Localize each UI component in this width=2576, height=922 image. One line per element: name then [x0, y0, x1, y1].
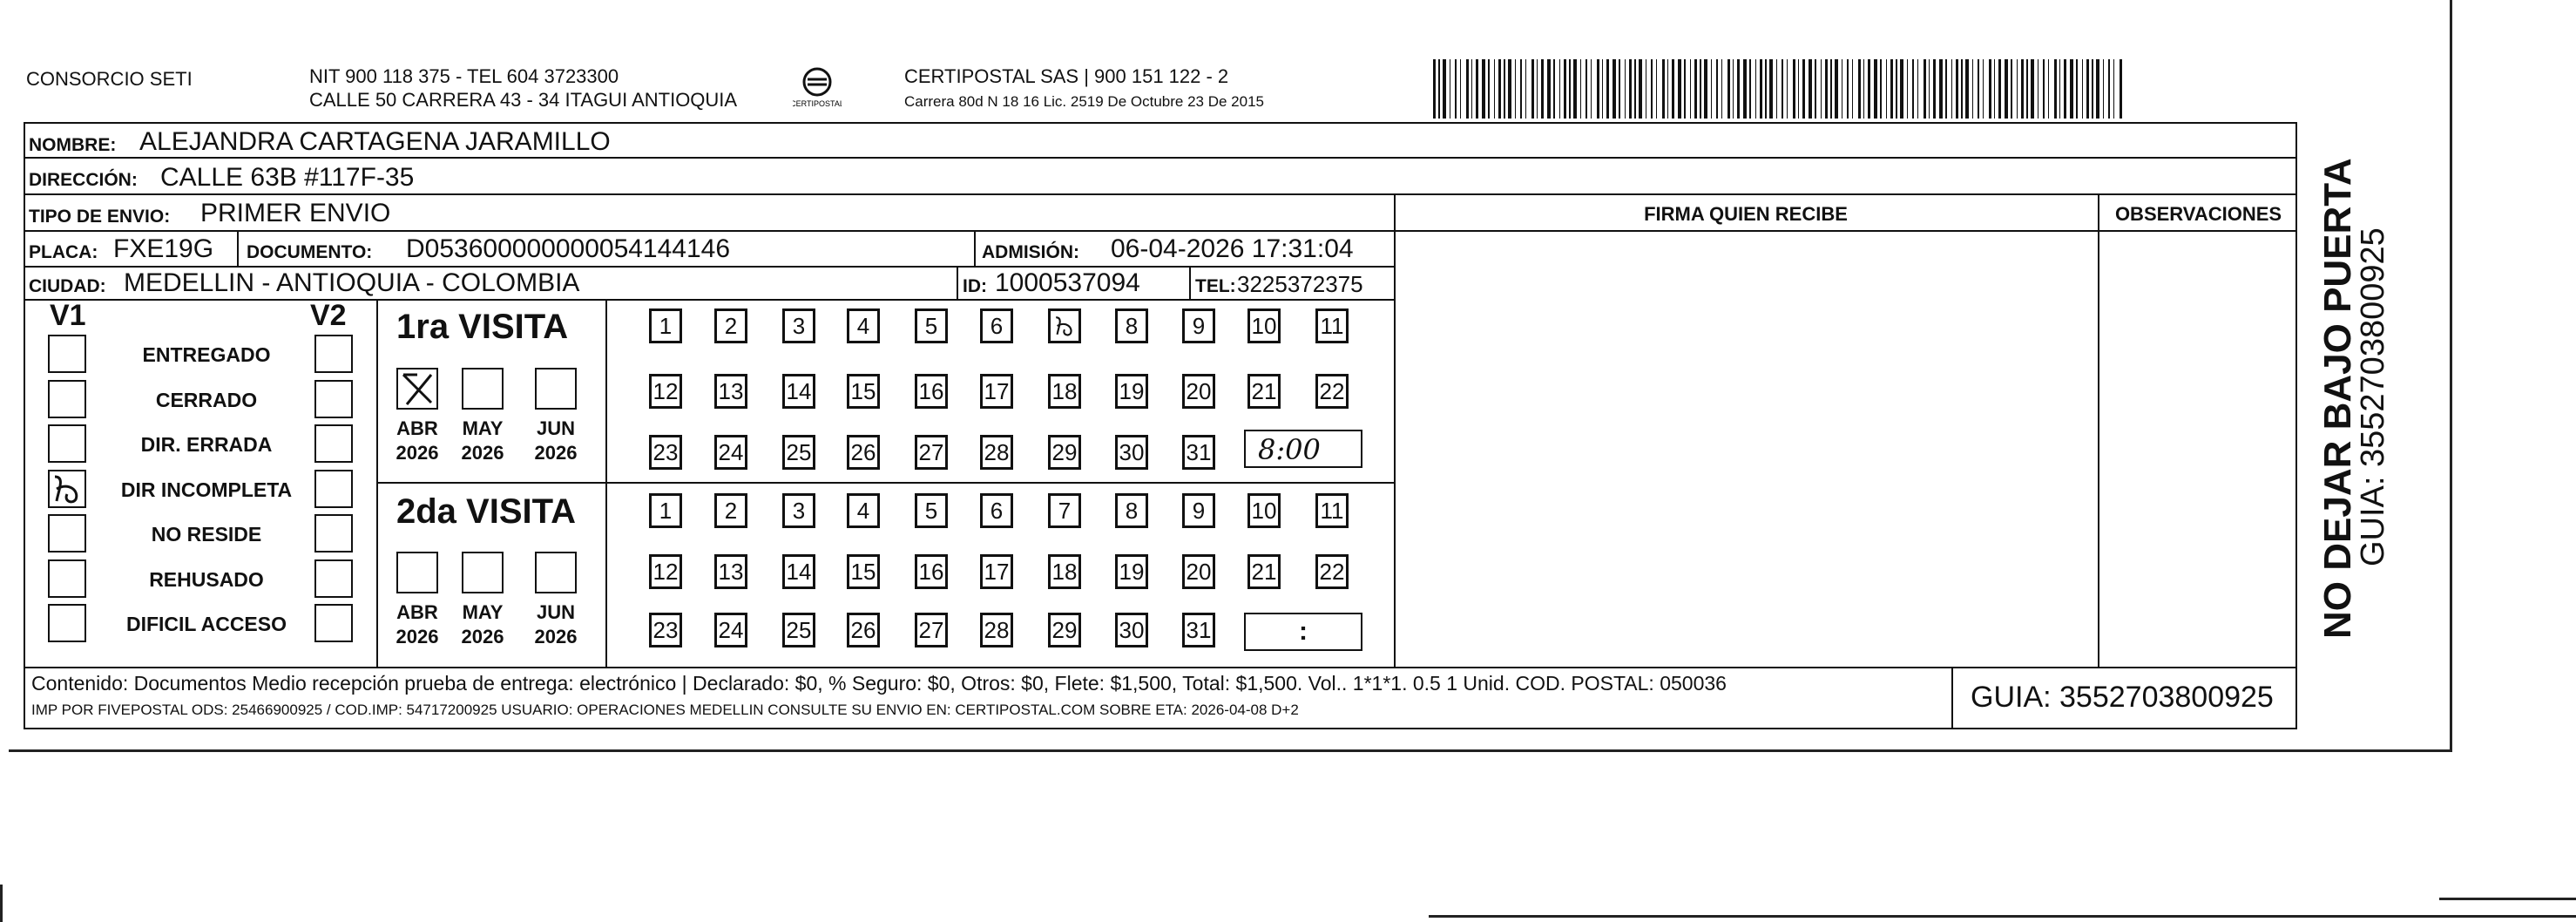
year-label: 2026	[396, 442, 439, 464]
scan-mark	[2439, 898, 2576, 900]
month-checkbox[interactable]	[396, 368, 438, 410]
observaciones-header: OBSERVACIONES	[2114, 203, 2282, 225]
placa-label: PLACA:	[29, 242, 98, 262]
day-box[interactable]: 12	[649, 374, 682, 409]
visit-2-time: :	[1299, 617, 1308, 646]
day-box[interactable]: 28	[980, 435, 1013, 470]
year-label: 2026	[461, 442, 504, 464]
v2-label: V2	[310, 299, 347, 332]
reason-label: DIR INCOMPLETA	[120, 478, 293, 501]
day-box[interactable]: 31	[1182, 435, 1215, 470]
v1-checkbox[interactable]	[48, 380, 86, 418]
day-box[interactable]: 20	[1182, 374, 1215, 409]
day-box[interactable]: 3	[782, 308, 815, 343]
day-box[interactable]: 19	[1115, 374, 1148, 409]
day-box[interactable]: 4	[847, 308, 880, 343]
day-box[interactable]: 13	[714, 554, 747, 589]
v2-checkbox[interactable]	[314, 424, 353, 463]
documento-value: D053600000000054144146	[406, 234, 731, 263]
year-label: 2026	[534, 442, 578, 464]
day-box[interactable]: 17	[980, 374, 1013, 409]
day-box[interactable]: 30	[1115, 613, 1148, 647]
logo-label: CERTIPOSTAL	[793, 99, 842, 108]
company-address: CALLE 50 CARRERA 43 - 34 ITAGUI ANTIOQUIA	[309, 89, 738, 111]
day-box[interactable]: 27	[915, 613, 948, 647]
day-box[interactable]: 29	[1048, 435, 1081, 470]
v1-checkbox[interactable]	[48, 470, 86, 508]
v1-checkbox[interactable]	[48, 424, 86, 463]
day-box[interactable]: 14	[782, 374, 815, 409]
admision-label: ADMISIÓN:	[982, 242, 1079, 262]
day-box[interactable]: 15	[847, 554, 880, 589]
id-label: ID:	[963, 276, 987, 296]
visit-2-title: 2da VISITA	[396, 492, 576, 531]
v2-checkbox[interactable]	[314, 604, 353, 642]
footer-line-1: Contenido: Documentos Medio recepción prueba de entrega: electrónico | Declarado: $0, % Seguro: $0, Otros: $0, Flete: $1,500, Total: $1,500. Vol.. 1*1*1. 0.5 1 Unid. COD. POSTAL: 050036	[31, 672, 1727, 695]
year-label: 2026	[396, 626, 439, 647]
day-box[interactable]: 2	[714, 308, 747, 343]
day-box[interactable]: 6	[980, 308, 1013, 343]
id-value: 1000537094	[995, 268, 1140, 297]
month-checkbox[interactable]	[535, 552, 577, 593]
month-label: ABR	[396, 601, 438, 623]
day-box[interactable]: 11	[1315, 308, 1349, 343]
day-box[interactable]: 6	[980, 493, 1013, 528]
reason-label: ENTREGADO	[142, 343, 271, 366]
day-box[interactable]: 1	[649, 308, 682, 343]
nombre-value: ALEJANDRA CARTAGENA JARAMILLO	[139, 127, 611, 156]
month-label: MAY	[462, 417, 504, 439]
year-label: 2026	[534, 626, 578, 647]
day-box[interactable]: 18	[1048, 374, 1081, 409]
v1-checkbox[interactable]	[48, 514, 86, 553]
day-box[interactable]: 21	[1247, 374, 1281, 409]
reason-label: CERRADO	[155, 388, 258, 411]
day-box[interactable]: 2	[714, 493, 747, 528]
day-box[interactable]: 10	[1247, 493, 1281, 528]
v2-checkbox[interactable]	[314, 559, 353, 598]
visit-1-time-box	[1244, 430, 1362, 468]
day-box[interactable]: 16	[915, 554, 948, 589]
day-box[interactable]: 4	[847, 493, 880, 528]
day-box[interactable]: 29	[1048, 613, 1081, 647]
v1-label: V1	[50, 299, 86, 332]
day-box[interactable]: 22	[1315, 374, 1349, 409]
company-nit: NIT 900 118 375 - TEL 604 3723300	[309, 65, 619, 87]
day-box[interactable]: 22	[1315, 554, 1349, 589]
visit-2-time-box	[1244, 613, 1362, 651]
ciudad-label: CIUDAD:	[29, 276, 106, 296]
day-box[interactable]	[1048, 308, 1081, 343]
documento-label: DOCUMENTO:	[247, 242, 373, 262]
day-box[interactable]: 3	[782, 493, 815, 528]
v2-checkbox[interactable]	[314, 470, 353, 508]
page-edge-right	[2450, 0, 2452, 751]
company-name: CONSORCIO SETI	[26, 68, 193, 90]
day-box[interactable]: 16	[915, 374, 948, 409]
certipostal-line: CERTIPOSTAL SAS | 900 151 122 - 2	[904, 65, 1229, 87]
page-edge-bottom	[9, 749, 2452, 752]
placa-value: FXE19G	[113, 234, 214, 263]
day-box[interactable]: 14	[782, 554, 815, 589]
day-box[interactable]: 30	[1115, 435, 1148, 470]
firma-header: FIRMA QUIEN RECIBE	[1644, 203, 1848, 225]
reason-label: DIFICIL ACCESO	[125, 613, 287, 635]
v2-checkbox[interactable]	[314, 380, 353, 418]
day-box[interactable]: 26	[847, 435, 880, 470]
day-box[interactable]: 15	[847, 374, 880, 409]
side-warning: NO DEJAR BAJO PUERTA	[2316, 158, 2359, 639]
day-box[interactable]: 9	[1182, 493, 1215, 528]
day-box[interactable]: 9	[1182, 308, 1215, 343]
month-checkbox[interactable]	[396, 552, 438, 593]
reason-label: DIR. ERRADA	[140, 433, 273, 456]
visit-1-time: 8:00	[1258, 433, 1321, 466]
month-label: MAY	[462, 601, 504, 623]
v2-checkbox[interactable]	[314, 335, 353, 373]
day-box[interactable]: 18	[1048, 554, 1081, 589]
day-box[interactable]: 11	[1315, 493, 1349, 528]
tel-label: TEL:	[1195, 276, 1236, 296]
reason-label: NO RESIDE	[151, 523, 262, 546]
day-box[interactable]: 5	[915, 493, 948, 528]
v2-checkbox[interactable]	[314, 514, 353, 553]
month-checkbox[interactable]	[462, 552, 504, 593]
day-box[interactable]: 24	[714, 613, 747, 647]
visit-1-title: 1ra VISITA	[396, 308, 569, 346]
day-box[interactable]: 27	[915, 435, 948, 470]
certipostal-sub: Carrera 80d N 18 16 Lic. 2519 De Octubre 23 De 2015	[904, 93, 1264, 110]
day-box[interactable]: 23	[649, 435, 682, 470]
day-box[interactable]: 24	[714, 435, 747, 470]
day-box[interactable]: 13	[714, 374, 747, 409]
day-box[interactable]: 25	[782, 613, 815, 647]
v1-checkbox[interactable]	[48, 335, 86, 373]
day-box[interactable]: 5	[915, 308, 948, 343]
footer-guia: GUIA: 3552703800925	[1971, 681, 2274, 714]
day-box[interactable]: 31	[1182, 613, 1215, 647]
day-box[interactable]: 8	[1115, 308, 1148, 343]
direccion-label: DIRECCIÓN:	[29, 170, 138, 190]
day-box[interactable]: 25	[782, 435, 815, 470]
month-label: ABR	[396, 417, 438, 439]
day-box[interactable]: 17	[980, 554, 1013, 589]
direccion-value: CALLE 63B #117F-35	[160, 163, 415, 192]
ciudad-value: MEDELLIN - ANTIOQUIA - COLOMBIA	[124, 268, 580, 297]
day-box[interactable]: 19	[1115, 554, 1148, 589]
tipo-envio-label: TIPO DE ENVIO:	[29, 207, 171, 227]
side-guia: GUIA: 3552703800925	[2355, 227, 2391, 566]
day-box[interactable]: 21	[1247, 554, 1281, 589]
tipo-envio-value: PRIMER ENVIO	[200, 199, 391, 227]
day-box[interactable]: 23	[649, 613, 682, 647]
scan-mark	[0, 885, 3, 922]
day-box[interactable]: 20	[1182, 554, 1215, 589]
month-checkbox[interactable]	[462, 368, 504, 410]
reason-label: REHUSADO	[149, 567, 264, 591]
year-label: 2026	[461, 626, 504, 647]
barcode	[1433, 59, 2126, 119]
admision-value: 06-04-2026 17:31:04	[1111, 234, 1354, 263]
day-box[interactable]: 26	[847, 613, 880, 647]
day-box[interactable]: 10	[1247, 308, 1281, 343]
footer-line-2: IMP POR FIVEPOSTAL ODS: 25466900925 / COD.IMP: 54717200925 USUARIO: OPERACIONES MEDELLIN CONSULTE SU ENVIO EN: CERTIPOSTAL.COM SOBRE ETA: 2026-04-08 D+2	[31, 702, 1299, 718]
v1-checkbox[interactable]	[48, 604, 86, 642]
day-box[interactable]: 8	[1115, 493, 1148, 528]
v1-checkbox[interactable]	[48, 559, 86, 598]
day-box[interactable]: 7	[1048, 493, 1081, 528]
nombre-label: NOMBRE:	[29, 135, 117, 155]
scan-mark	[1429, 915, 2576, 918]
month-checkbox[interactable]	[535, 368, 577, 410]
month-label: JUN	[536, 417, 575, 439]
day-box[interactable]: 1	[649, 493, 682, 528]
certipostal-logo	[793, 64, 842, 113]
tel-value: 3225372375	[1237, 271, 1363, 297]
month-label: JUN	[536, 601, 575, 623]
day-box[interactable]: 28	[980, 613, 1013, 647]
day-box[interactable]: 12	[649, 554, 682, 589]
